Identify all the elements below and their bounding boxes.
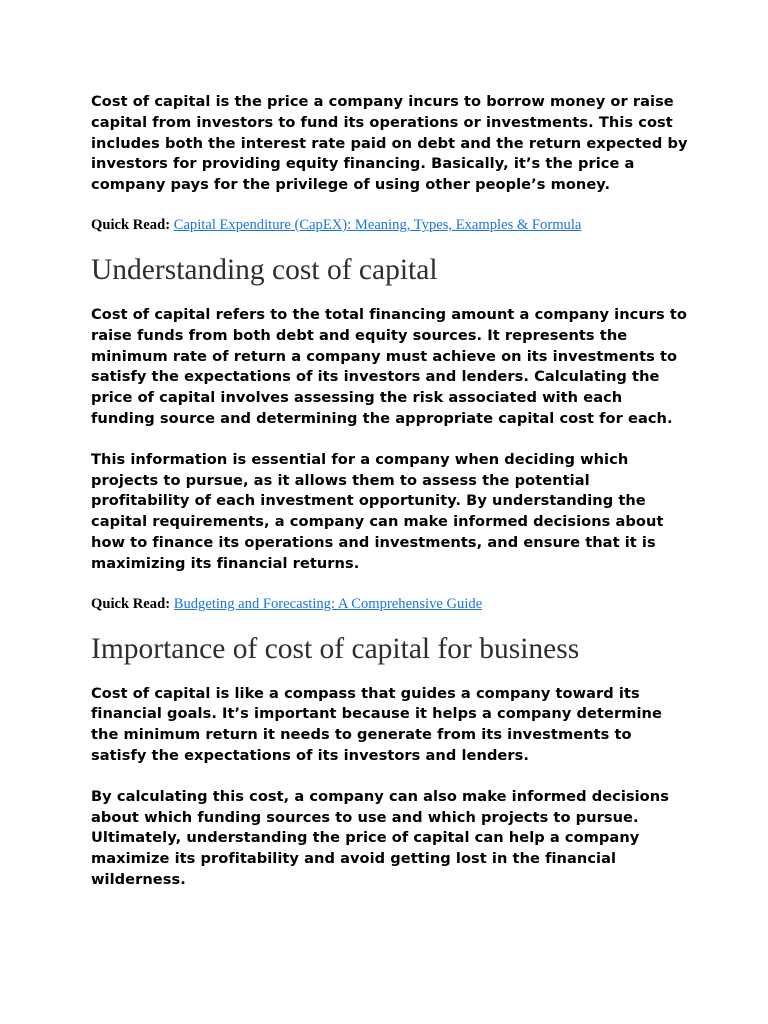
section-heading-importance: Importance of cost of capital for business xyxy=(91,632,580,665)
section-2-paragraph-2: By calculating this cost, a company can also make informed decisions about which funding sources to use and which projects to pursue. Ultimately, understanding the price of capital can help a company maximize its profitability and avoid getting lost in the financial wilderness. xyxy=(91,787,669,888)
section-heading-understanding: Understanding cost of capital xyxy=(91,253,438,286)
section-1-paragraph-1: Cost of capital refers to the total financing amount a company incurs to raise funds from both debt and equity sources. It represents the minimum rate of return a company must achieve on its investments to satisfy the expectations of its investors and lenders. Calculating the price of capital involves assessing the risk associated with each funding source and determining the appropriate capital cost for each. xyxy=(91,305,687,427)
document-page xyxy=(91,92,691,891)
quick-read-label: Quick Read: xyxy=(91,595,171,612)
quick-read-capex xyxy=(91,215,691,235)
capex-article-link[interactable]: Capital Expenditure (CapEX): Meaning, Types, Examples & Formula xyxy=(173,216,582,233)
quick-read-label: Quick Read: xyxy=(91,216,171,233)
section-2-paragraph-1: Cost of capital is like a compass that guides a company toward its financial goals. It’s important because it helps a company determine the minimum return it needs to generate from its investments to satisfy the expectations of its investors and lenders. xyxy=(91,684,662,764)
quick-read-budgeting xyxy=(91,594,691,614)
section-1-paragraph-2: This information is essential for a company when deciding which projects to pursue, as it allows them to assess the potential profitability of each investment opportunity. By understanding the capital requirements, a company can make informed decisions about how to finance its operations and investments, and ensure that it is maximizing its financial returns. xyxy=(91,450,664,572)
intro-paragraph: Cost of capital is the price a company incurs to borrow money or raise capital from investors to fund its operations or investments. This cost includes both the interest rate paid on debt and the return expected by investors for providing equity financing. Basically, it’s the price a company pays for the privilege of using other people’s money. xyxy=(91,93,688,194)
budgeting-article-link[interactable]: Budgeting and Forecasting: A Comprehensive Guide xyxy=(173,595,483,612)
